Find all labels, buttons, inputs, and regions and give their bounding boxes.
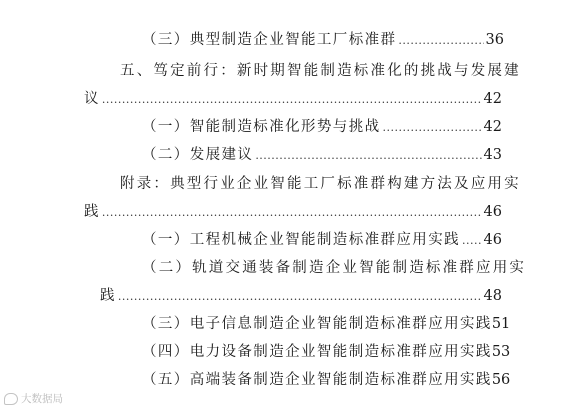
toc-entry[interactable] [142,370,511,390]
toc-entry[interactable] [142,314,511,334]
toc-entry[interactable] [142,230,502,250]
toc-leader-dots [462,231,482,251]
toc-entry[interactable] [120,174,521,194]
toc-leader-dots [398,31,483,51]
toc-leader-dots [255,146,481,166]
toc-entry-title: （三）电子信息制造企业智能制造标准群应用实践 [142,316,492,332]
toc-entry[interactable] [142,30,504,50]
toc-entry-title: （一）智能制造标准化形势与挑战 [142,119,381,135]
toc-entry-title: （三）典型制造企业智能工厂标准群 [142,32,397,48]
toc-leader-dots [118,287,482,307]
toc-entry[interactable] [142,342,511,362]
watermark-text: 大数据局 [21,393,63,405]
toc-entry-title: （二）轨道交通装备制造企业智能制造标准群应用实 [142,260,527,276]
toc-page-number: 36 [485,32,504,48]
toc-entry-title: （一）工程机械企业智能制造标准群应用实践 [142,232,460,248]
toc-entry-title: 议 [84,91,100,107]
toc-entry[interactable] [142,145,502,165]
toc-page-number: 53 [491,344,511,360]
toc-entry-title: 践 [100,288,116,304]
toc-page-number: 46 [483,232,502,248]
toc-page-number: 46 [483,204,502,220]
toc-entry[interactable] [100,286,502,306]
watermark [4,391,63,406]
toc-leader-dots [102,90,482,110]
toc-page-number: 43 [483,147,502,163]
toc-entry[interactable] [142,258,527,278]
toc-page-number: 42 [483,91,502,107]
toc-page-number: 48 [483,288,502,304]
toc-entry-title: （四）电力设备制造企业智能制造标准群应用实践 [142,344,492,360]
toc-entry-title: 附录：典型行业企业智能工厂标准群构建方法及应用实 [120,176,521,192]
toc-entry-title: （二）发展建议 [142,147,254,163]
toc-page-number: 56 [491,372,511,388]
toc-entry-title: 践 [84,204,100,220]
toc-entry-title: （五）高端装备制造企业智能制造标准群应用实践 [142,372,492,388]
toc-entry[interactable] [84,202,502,222]
toc-entry[interactable] [120,61,521,81]
toc-entry[interactable] [142,117,502,137]
toc-page-number: 51 [491,316,511,332]
toc-page-number: 42 [483,119,502,135]
toc-entry-title: 五、笃定前行：新时期智能制造标准化的挑战与发展建 [120,63,521,79]
watermark-logo-icon [4,393,18,405]
toc-leader-dots [102,203,482,223]
toc-leader-dots [383,118,482,138]
toc-entry[interactable] [84,89,502,109]
